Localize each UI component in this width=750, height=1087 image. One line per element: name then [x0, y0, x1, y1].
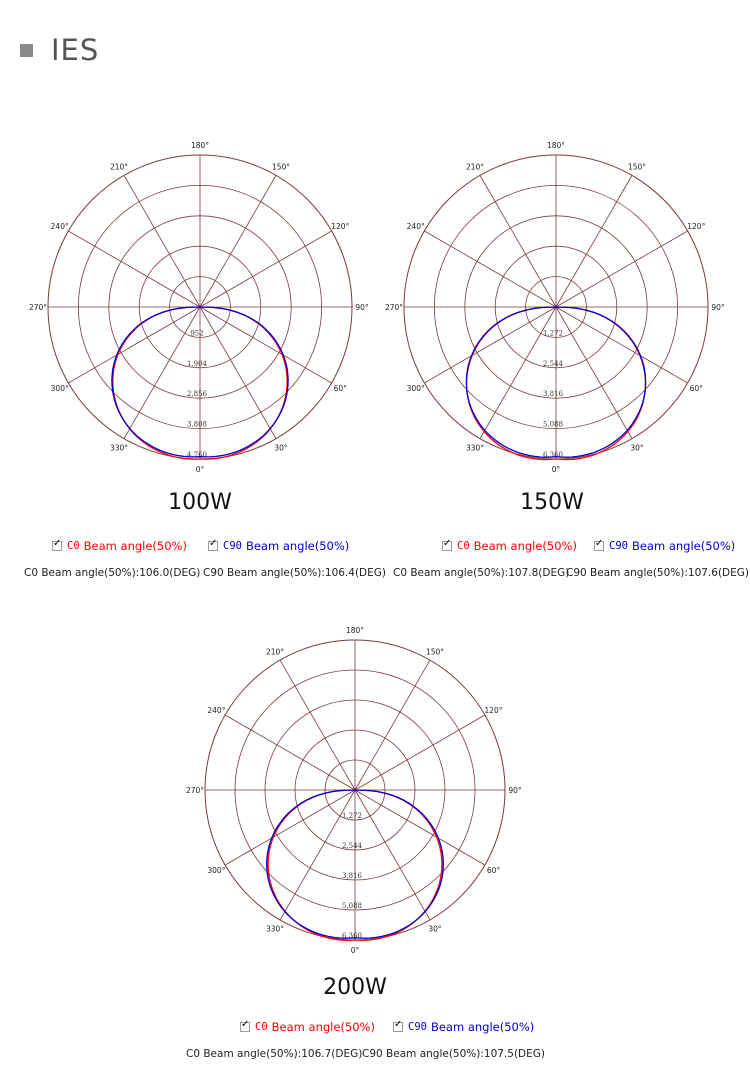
section-header [20, 30, 99, 70]
radial-tick-label: 2,544 [341, 842, 363, 850]
angle-label: 30° [274, 443, 288, 453]
angle-label: 150° [627, 162, 647, 172]
radial-tick-label: 6,360 [542, 451, 564, 459]
radial-tick-label: 1,272 [341, 812, 363, 820]
legend-c0[interactable] [240, 1020, 375, 1034]
radial-tick-label: 952 [190, 329, 204, 338]
radial-tick-label: 3,816 [341, 872, 363, 880]
angle-label: 300° [406, 384, 425, 393]
grid-spoke [68, 231, 200, 307]
angle-label: 60° [486, 866, 501, 875]
angle-label: 0° [551, 465, 561, 474]
angle-label: 270° [185, 786, 205, 795]
grid-spoke [124, 175, 200, 307]
grid-spoke [225, 715, 355, 790]
radial-tick-label: 3,816 [542, 390, 564, 399]
grid-spoke [424, 307, 556, 383]
angle-label: 240° [406, 222, 425, 231]
grid-spoke [556, 231, 688, 307]
radial-tick-label: 3,808 [186, 420, 208, 429]
c90-checkbox[interactable] [594, 541, 604, 551]
angle-label: 60° [689, 384, 703, 393]
polar-chart-200w [175, 625, 575, 965]
c90-code: C90 [609, 540, 628, 552]
c0-beam-readout: C0 Beam angle(50%):107.8(DEG) [393, 567, 570, 579]
angle-label: 120° [687, 222, 706, 231]
angle-label: 330° [265, 924, 285, 934]
angle-label: 210° [265, 647, 285, 657]
angle-label: 330° [109, 443, 129, 453]
c0-label: Beam angle(50%) [473, 539, 577, 553]
radial-tick-label: 2,856 [186, 390, 208, 399]
radial-tick-label: 5,088 [341, 902, 363, 910]
radial-tick-label: 1,904 [186, 359, 208, 368]
angle-label: 30° [630, 443, 644, 453]
radial-tick-label: 5,088 [542, 420, 564, 429]
grid-spoke [280, 660, 355, 790]
c90-beam-readout: C90 Beam angle(50%):106.4(DEG) [203, 567, 387, 579]
c0-checkbox[interactable] [240, 1022, 250, 1032]
c0-label: Beam angle(50%) [271, 1020, 375, 1034]
angle-label: 330° [465, 443, 485, 453]
c90-code: C90 [408, 1021, 427, 1033]
legend-c90[interactable] [208, 539, 349, 553]
grid-spoke [200, 231, 332, 307]
grid-spoke [556, 307, 632, 439]
angle-label: 180° [546, 141, 566, 150]
chart-panel-200w [175, 625, 575, 1075]
grid-spoke [355, 660, 430, 790]
c90-label: Beam angle(50%) [245, 539, 350, 553]
angle-label: 30° [428, 924, 442, 934]
angle-label: 180° [345, 626, 365, 635]
grid-spoke [355, 790, 430, 920]
angle-label: 270° [28, 303, 48, 312]
angle-label: 0° [350, 946, 360, 955]
chart-panel-100w [0, 140, 387, 600]
header-bullet-icon [20, 44, 33, 57]
angle-label: 210° [109, 162, 129, 172]
radial-tick-label: 6,360 [341, 932, 363, 940]
c90-label: Beam angle(50%) [430, 1020, 535, 1034]
angle-label: 150° [425, 647, 445, 657]
legend-c90[interactable] [594, 539, 735, 553]
angle-label: 90° [508, 786, 522, 795]
c0-code: C0 [67, 540, 80, 552]
c90-checkbox[interactable] [393, 1022, 403, 1032]
c0-beam-readout: C0 Beam angle(50%):106.7(DEG) [186, 1048, 363, 1060]
angle-label: 90° [711, 303, 725, 312]
grid-spoke [355, 715, 485, 790]
angle-label: 210° [465, 162, 485, 172]
polar-chart-150w [375, 140, 750, 480]
grid-spoke [225, 790, 355, 865]
angle-label: 60° [333, 384, 347, 393]
legend-c0[interactable] [442, 539, 577, 553]
c90-checkbox[interactable] [208, 541, 218, 551]
grid-spoke [124, 307, 200, 439]
c90-code: C90 [223, 540, 242, 552]
angle-label: 240° [207, 706, 226, 715]
chart-title: 100W [168, 490, 232, 515]
radial-tick-label: 1,272 [542, 329, 564, 338]
c0-checkbox[interactable] [52, 541, 62, 551]
angle-label: 120° [331, 222, 350, 231]
c90-beam-readout: C90 Beam angle(50%):107.6(DEG) [566, 567, 750, 579]
c0-code: C0 [457, 540, 470, 552]
grid-spoke [424, 231, 556, 307]
c90-beam-readout: C90 Beam angle(50%):107.5(DEG) [362, 1048, 546, 1060]
c0-label: Beam angle(50%) [83, 539, 187, 553]
angle-label: 90° [355, 303, 369, 312]
chart-panel-150w [375, 140, 750, 600]
polar-chart-100w [0, 140, 375, 480]
angle-label: 300° [50, 384, 69, 393]
c90-label: Beam angle(50%) [631, 539, 736, 553]
c0-beam-readout: C0 Beam angle(50%):106.0(DEG) [24, 567, 201, 579]
angle-label: 0° [195, 465, 205, 474]
grid-spoke [280, 790, 355, 920]
c0-code: C0 [255, 1021, 268, 1033]
grid-spoke [68, 307, 200, 383]
page-title: IES [51, 33, 100, 67]
c0-checkbox[interactable] [442, 541, 452, 551]
grid-spoke [480, 175, 556, 307]
grid-spoke [556, 307, 688, 383]
angle-label: 300° [207, 866, 226, 875]
chart-title: 150W [520, 490, 584, 515]
legend-c0[interactable] [52, 539, 187, 553]
radial-tick-label: 4,760 [186, 451, 208, 459]
legend-c90[interactable] [393, 1020, 534, 1034]
angle-label: 270° [384, 303, 404, 312]
grid-spoke [200, 307, 332, 383]
radial-tick-label: 2,544 [542, 359, 564, 368]
grid-spoke [200, 175, 276, 307]
chart-title: 200W [323, 975, 387, 1000]
angle-label: 120° [484, 706, 503, 715]
grid-spoke [556, 175, 632, 307]
angle-label: 180° [190, 141, 210, 150]
grid-spoke [480, 307, 556, 439]
grid-spoke [200, 307, 276, 439]
grid-spoke [355, 790, 485, 865]
angle-label: 240° [50, 222, 69, 231]
angle-label: 150° [271, 162, 291, 172]
